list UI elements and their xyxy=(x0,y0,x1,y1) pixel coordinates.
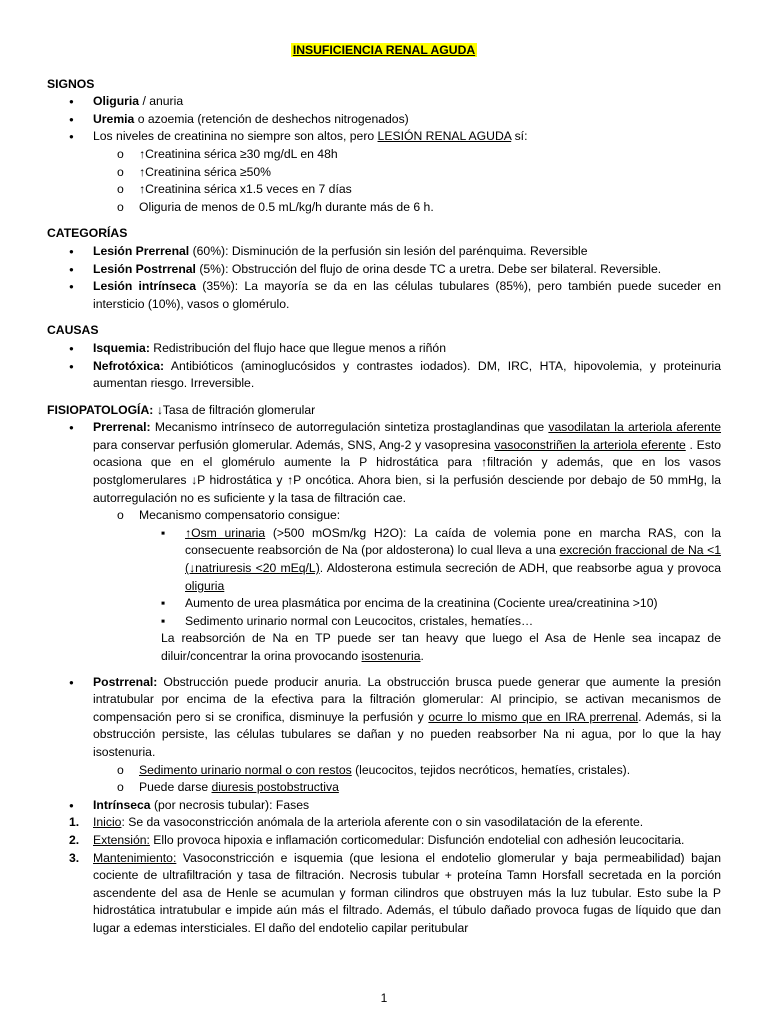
item-text: Obstrucción puede producir anuria. La obstrucción brusca puede generar que aumente la presión intratubular por encima de la efectiva para la filtración glomerular: Al principio, se activan mecanismos de compensación pero si se cronifica, disminuye la perfusión y xyxy=(93,674,721,724)
item-text: . Además, si la obstrucción persiste, las células tubulares se dañan y no pueden reabsorber Na ni agua, por lo que la hay isostenuria. xyxy=(93,709,721,759)
item-text: (>500 mOSm/kg H2O): La caída de volemia pone en marcha RAS, con la consecuente reabsorción de Na (por aldosterona) lo cual lleva a una xyxy=(185,525,722,558)
item-text: : Se da vasoconstricción anómala de la arteriola aferente con o sin vasodilatación de la eferente. xyxy=(121,815,644,830)
bold-term: Lesión Postrrenal xyxy=(93,261,196,276)
heading-fisiopatologia xyxy=(47,402,721,420)
document-title: INSUFICIENCIA RENAL AGUDA xyxy=(292,43,476,57)
document-page xyxy=(47,42,721,938)
list-item-postrrenal xyxy=(47,674,721,762)
item-text: (35%): La mayoría se da en las células tubulares (85%), pero también puede suceder en intersticio (10%), vasos o glomérulo. xyxy=(93,279,721,311)
categorias-list xyxy=(47,243,721,313)
item-text: para conservar perfusión glomerular. Además, SNS, Ang-2 y vasopresina xyxy=(93,437,495,452)
list-item xyxy=(47,243,721,261)
item-text: Mecanismo intrínseco de autorregulación sintetiza prostaglandinas que xyxy=(150,420,549,435)
underlined-text: diuresis postobstructiva xyxy=(211,780,339,795)
section-causas xyxy=(47,322,721,392)
heading-signos: SIGNOS xyxy=(47,76,95,91)
item-text: / anuria xyxy=(139,94,184,109)
item-text: . Aldosterona estimula secreción de ADH, que reabsorbe agua y provoca xyxy=(319,561,721,576)
item-text: Los niveles de creatinina no siempre son altos, pero xyxy=(93,129,378,144)
bold-term: Uremia xyxy=(93,111,135,126)
item-text: Puede darse xyxy=(139,780,212,795)
item-text: Ello provoca hipoxia e inflamación corticomedular: Disfunción endotelial con adhesión leucocitaria. xyxy=(149,832,685,847)
list-item xyxy=(47,111,721,129)
item-text: (5%): Obstrucción del flujo de orina desde TC a uretra. Debe ser bilateral. Reversible. xyxy=(195,261,662,276)
list-item xyxy=(47,278,721,313)
bold-term: Isquemia: xyxy=(93,340,150,355)
underlined-text: isostenuria xyxy=(361,649,421,663)
bold-term: Nefrotóxica: xyxy=(93,358,165,373)
item-text: Redistribución del flujo hace que llegue menos a riñón xyxy=(149,340,446,355)
list-item xyxy=(47,261,721,279)
fisio-list xyxy=(47,419,721,937)
square-item xyxy=(47,525,721,595)
item-text: . Esto ocasiona que en el glomérulo aumente la P hidrostática para ↑filtración y además, que en los vasos postglomerulares ↓P hidrostática y ↑P oncótica. Ahora bien, si la perfusión desciende por debajo de 50 mmHg, la autorregulación no es suficiente y la tasa de filtración cae. xyxy=(93,437,721,505)
underlined-text: LESIÓN RENAL AGUDA xyxy=(377,129,512,144)
item-text: (leucocitos, tejidos necróticos, hematíes, cristales). xyxy=(351,762,631,777)
bold-term: Lesión intrínseca xyxy=(93,279,197,294)
item-text: o azoemia (retención de deshechos nitrogenados) xyxy=(134,111,409,126)
spacer xyxy=(47,666,721,674)
list-item xyxy=(47,93,721,111)
item-number: 2. xyxy=(69,832,80,847)
underlined-text: ocurre lo mismo que en IRA prerrenal xyxy=(428,709,639,724)
title-block xyxy=(47,42,721,60)
underlined-text: Extensión: xyxy=(93,832,150,847)
causas-list xyxy=(47,340,721,393)
underlined-text: excreción fraccional de Na <1 (↓natriuresis <20 mEq/L) xyxy=(185,543,721,576)
bold-term: Intrínseca xyxy=(93,797,151,812)
numbered-item xyxy=(47,814,721,832)
list-item-intrinseca xyxy=(47,797,721,815)
underlined-text: ↑Osm urinaria xyxy=(185,525,266,540)
sub-item: o Oliguria de menos de 0.5 mL/kg/h durante más de 6 h. xyxy=(47,199,721,217)
sub-item xyxy=(47,762,721,780)
list-item xyxy=(47,128,721,146)
square-item: ▪ Aumento de urea plasmática por encima de la creatinina (Cociente urea/creatinina >10) xyxy=(47,595,721,613)
sub-item: o Mecanismo compensatorio consigue: xyxy=(47,507,721,525)
sub-item: o ↑Creatinina sérica ≥30 mg/dL en 48h xyxy=(47,146,721,164)
item-text: (por necrosis tubular): Fases xyxy=(150,797,310,812)
list-item xyxy=(47,340,721,358)
item-text: Vasoconstricción e isquemia (que lesiona el endotelio glomerular y baja permeabilidad) bajan cociente de ultrafiltración y tasa de filtración. Necrosis tubular + proteína Tamn Horsfall secretada en la porción ascendente del asa de Henle se acumulan y forman cilindros que obstruyen más la luz tubular. Esto sube la P hidrostática intratubular e impide aún más el filtrado. Además, el túbulo dañado provoca fugas de líquido que dan lugar a edemas intersticiales. El daño del endotelio capilar peritubular xyxy=(93,850,721,935)
page-number: 1 xyxy=(380,991,388,1005)
numbered-item xyxy=(47,850,721,938)
bold-term: Postrrenal: xyxy=(93,674,158,689)
section-fisiopatologia xyxy=(47,402,721,938)
heading-causas: CAUSAS xyxy=(47,323,99,338)
section-categorias xyxy=(47,225,721,313)
sub-item: o ↑Creatinina sérica x1.5 veces en 7 días xyxy=(47,181,721,199)
underlined-text: Sedimento urinario normal o con restos xyxy=(139,762,352,777)
item-text: sí: xyxy=(511,129,528,144)
heading-label: FISIOPATOLOGÍA: xyxy=(47,402,154,417)
item-number: 3. xyxy=(69,850,80,865)
item-text: . xyxy=(420,649,424,663)
underlined-text: Mantenimiento: xyxy=(93,850,177,865)
indented-paragraph xyxy=(47,630,721,665)
sub-item xyxy=(47,779,721,797)
section-signos xyxy=(47,76,721,217)
heading-subtitle: ↓Tasa de filtración glomerular xyxy=(153,402,316,417)
item-text: Antibióticos (aminoglucósidos y contrastes iodados). DM, IRC, HTA, hipovolemia, y proteinuria aumentan riesgo. Irreversible. xyxy=(93,358,721,391)
item-number: 1. xyxy=(69,815,80,830)
square-item: ▪ Sedimento urinario normal con Leucocitos, cristales, hematíes… xyxy=(47,613,721,631)
bold-term: Lesión Prerrenal xyxy=(93,243,190,258)
signos-list xyxy=(47,93,721,216)
underlined-text: oliguria xyxy=(185,578,225,593)
sub-item: o ↑Creatinina sérica ≥50% xyxy=(47,164,721,182)
underlined-text: vasoconstriñen la arteriola eferente xyxy=(494,437,686,452)
numbered-item xyxy=(47,832,721,850)
bold-term: Prerrenal: xyxy=(93,420,151,435)
bold-term: Oliguria xyxy=(93,94,140,109)
item-text: La reabsorción de Na en TP puede ser tan heavy que luego el Asa de Henle sea incapaz de diluir/concentrar la orina provocando xyxy=(161,631,721,663)
item-text: (60%): Disminución de la perfusión sin lesión del parénquima. Reversible xyxy=(189,243,588,258)
underlined-text: Inicio xyxy=(93,815,122,830)
heading-categorias: CATEGORÍAS xyxy=(47,226,128,241)
underlined-text: vasodilatan la arteriola aferente xyxy=(548,420,722,435)
list-item xyxy=(47,358,721,393)
list-item-prerrenal xyxy=(47,419,721,507)
